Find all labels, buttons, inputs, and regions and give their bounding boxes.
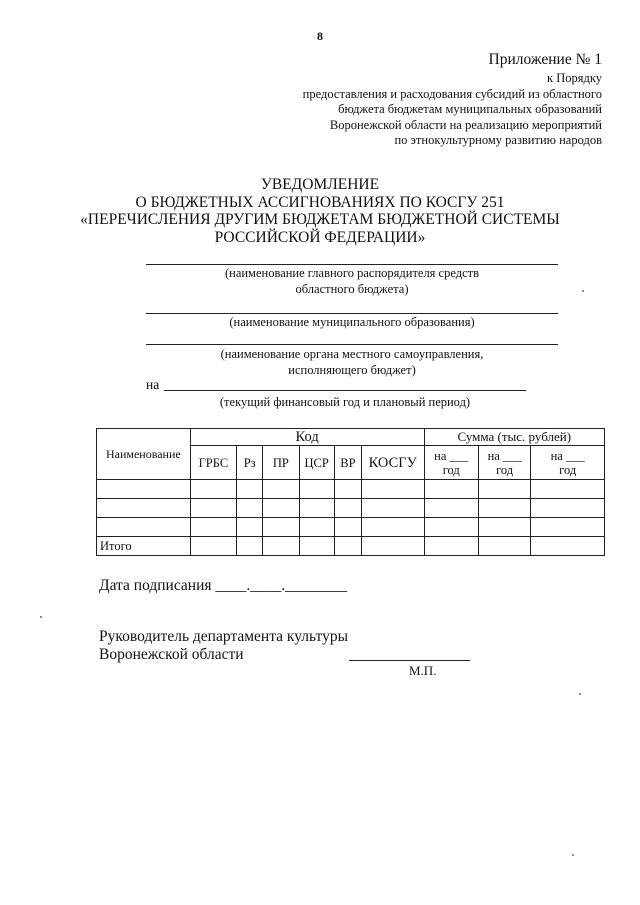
table-cell[interactable] [299, 499, 334, 518]
code-header: Код [190, 429, 424, 446]
main-administrator-field-line[interactable] [146, 264, 558, 265]
table-cell[interactable] [237, 480, 263, 499]
scan-speck [572, 854, 574, 856]
table-row [97, 499, 605, 518]
year-top: на ___ [434, 448, 469, 463]
year-column-header [478, 446, 530, 480]
signing-date-label: Дата подписания [99, 577, 212, 594]
code-column-header: КОСГУ [361, 446, 424, 480]
signer-position: Руководитель департамента культуры [99, 628, 348, 645]
table-cell[interactable] [263, 537, 299, 556]
year-bottom: год [442, 462, 460, 477]
local-government-field-line[interactable] [146, 344, 558, 345]
table-cell[interactable] [334, 518, 361, 537]
table-cell[interactable] [299, 480, 334, 499]
table-cell[interactable] [334, 480, 361, 499]
year-column-header [531, 446, 605, 480]
code-column-header: Рз [237, 446, 263, 480]
table-row [97, 518, 605, 537]
table-header-row [97, 429, 605, 446]
table-cell[interactable] [478, 499, 530, 518]
code-column-header: ЦСР [299, 446, 334, 480]
signing-date-blank[interactable]: ____.____.________ [215, 577, 348, 594]
table-cell[interactable] [361, 499, 424, 518]
table-cell[interactable] [334, 499, 361, 518]
table-cell[interactable] [237, 518, 263, 537]
table-cell[interactable] [237, 499, 263, 518]
table-cell[interactable] [531, 499, 605, 518]
table-cell[interactable] [531, 480, 605, 499]
signature-line[interactable] [349, 660, 470, 661]
table-cell[interactable] [299, 518, 334, 537]
table-cell[interactable] [361, 537, 424, 556]
year-bottom: год [496, 462, 514, 477]
table-cell[interactable] [478, 518, 530, 537]
year-top: на ___ [550, 448, 585, 463]
table-cell[interactable] [424, 499, 478, 518]
hint-line: областного бюджета) [295, 281, 409, 296]
table-cell[interactable] [237, 537, 263, 556]
table-cell[interactable] [531, 518, 605, 537]
municipality-field-line[interactable] [146, 313, 558, 314]
table-row [97, 480, 605, 499]
scan-speck [579, 693, 581, 695]
table-total-row [97, 537, 605, 556]
name-column-header: Наименование [97, 429, 191, 480]
table-cell[interactable] [97, 518, 191, 537]
appendix-line: бюджета бюджетам муниципальных образований [338, 102, 602, 116]
table-cell[interactable] [531, 537, 605, 556]
appendix-subtitle [303, 71, 602, 149]
table-cell[interactable] [190, 518, 236, 537]
table-cell[interactable] [190, 537, 236, 556]
year-column-header [424, 446, 478, 480]
stamp-place: М.П. [409, 663, 437, 678]
local-government-hint [146, 347, 558, 378]
document-heading [60, 176, 580, 246]
sum-header: Сумма (тыс. рублей) [424, 429, 604, 446]
period-field-line[interactable] [164, 390, 526, 391]
year-top: на ___ [487, 448, 522, 463]
table-cell[interactable] [478, 480, 530, 499]
page-number: 8 [317, 29, 323, 43]
main-administrator-hint [146, 266, 558, 297]
signing-date [99, 577, 347, 595]
scan-speck [40, 616, 42, 618]
table-cell[interactable] [97, 480, 191, 499]
heading-line: О БЮДЖЕТНЫХ АССИГНОВАНИЯХ ПО КОСГУ 251 [135, 193, 505, 211]
table-cell[interactable] [299, 537, 334, 556]
total-label: Итого [97, 537, 191, 556]
code-column-header: ПР [263, 446, 299, 480]
table-cell[interactable] [263, 518, 299, 537]
code-column-header: ГРБС [190, 446, 236, 480]
table-cell[interactable] [361, 480, 424, 499]
appendix-line: к Порядку [547, 71, 602, 85]
heading-line: УВЕДОМЛЕНИЕ [260, 176, 380, 193]
table-cell[interactable] [424, 518, 478, 537]
table-cell[interactable] [361, 518, 424, 537]
hint-line: (наименование главного распорядителя средств [224, 266, 480, 280]
table-cell[interactable] [263, 480, 299, 499]
period-prefix: на [146, 377, 160, 392]
period-hint: (текущий финансовый год и плановый период) [219, 395, 471, 409]
allocations-table [96, 428, 605, 556]
signer-organization: Воронежской области [99, 646, 244, 663]
table-cell[interactable] [97, 499, 191, 518]
table-cell[interactable] [334, 537, 361, 556]
year-bottom: год [559, 462, 577, 477]
table-cell[interactable] [424, 537, 478, 556]
scan-speck [582, 290, 584, 292]
hint-line: (наименование органа местного самоуправления, [220, 347, 484, 361]
hint-line: исполняющего бюджет) [288, 362, 416, 377]
appendix-line: по этнокультурному развитию народов [394, 133, 602, 147]
municipality-hint: (наименование муниципального образования) [229, 315, 475, 329]
table-cell[interactable] [424, 480, 478, 499]
heading-line: РОССИЙСКОЙ ФЕДЕРАЦИИ» [214, 228, 426, 246]
appendix-line: Воронежской области на реализацию мероприятий [329, 117, 602, 132]
table-cell[interactable] [263, 499, 299, 518]
code-column-header: ВР [334, 446, 361, 480]
appendix-title: Приложение № 1 [488, 51, 602, 68]
appendix-line: предоставления и расходования субсидий из областного [302, 86, 602, 101]
heading-line: «ПЕРЕЧИСЛЕНИЯ ДРУГИМ БЮДЖЕТАМ БЮДЖЕТНОЙ СИСТЕМЫ [80, 211, 560, 228]
table-cell[interactable] [190, 499, 236, 518]
table-cell[interactable] [478, 537, 530, 556]
signature-block [99, 628, 348, 664]
table-cell[interactable] [190, 480, 236, 499]
